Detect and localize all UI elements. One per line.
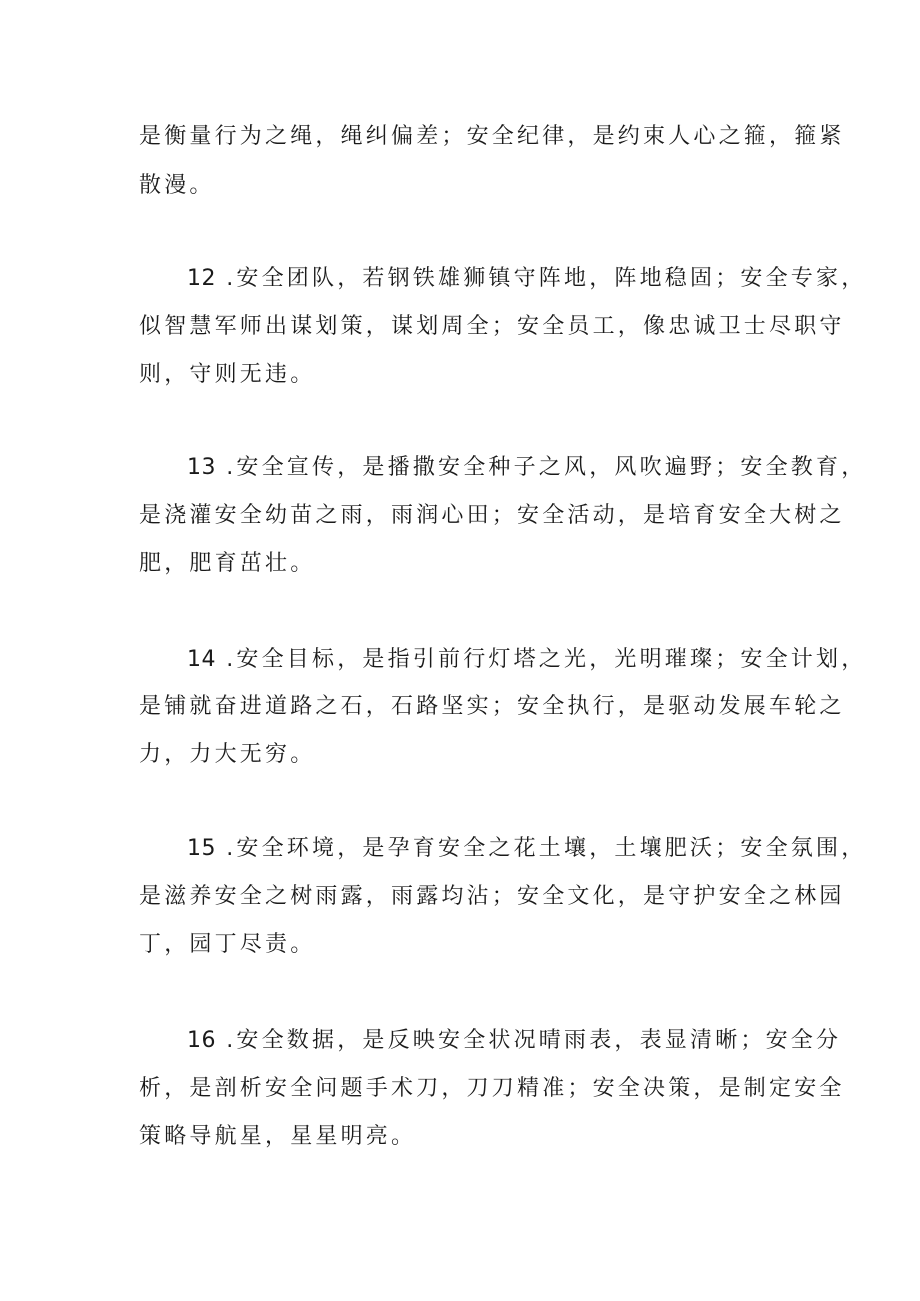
text-line xyxy=(187,645,866,675)
item-number: 14 xyxy=(187,647,216,672)
text-line: 析，是剖析安全问题手术刀，刀刀精准；安全决策，是制定安全 xyxy=(139,1076,845,1101)
text-line: 策略导航星，星星明亮。 xyxy=(139,1124,417,1149)
text-line: 散漫。 xyxy=(139,173,215,198)
text-line: 则，守则无违。 xyxy=(139,362,316,387)
text-line xyxy=(187,264,866,294)
item-text: .安全目标，是指引前行灯塔之光，光明璀璨；安全计划， xyxy=(226,647,867,672)
text-line: 是铺就奋进道路之石，石路坚实；安全执行，是驱动发展车轮之 xyxy=(139,694,845,719)
text-line xyxy=(187,1026,841,1056)
text-line: 力，力大无穷。 xyxy=(139,742,316,767)
text-line: 似智慧军师出谋划策，谋划周全；安全员工，像忠诚卫士尽职守 xyxy=(139,314,845,339)
text-line xyxy=(187,453,866,483)
text-line: 肥，肥育茁壮。 xyxy=(139,551,316,576)
text-line xyxy=(187,834,866,864)
item-text: .安全环境，是孕育安全之花土壤，土壤肥沃；安全氛围， xyxy=(226,836,867,861)
item-number: 16 xyxy=(187,1028,216,1053)
text-line: 丁，园丁尽责。 xyxy=(139,932,316,957)
item-number: 15 xyxy=(187,836,216,861)
item-text: .安全数据，是反映安全状况晴雨表，表显清晰；安全分 xyxy=(226,1028,842,1053)
item-number: 12 xyxy=(187,266,216,291)
text-line: 是浇灌安全幼苗之雨，雨润心田；安全活动，是培育安全大树之 xyxy=(139,503,845,528)
text-line: 是衡量行为之绳，绳纠偏差；安全纪律，是约束人心之箍，箍紧 xyxy=(139,124,845,149)
item-text: .安全团队，若钢铁雄狮镇守阵地，阵地稳固；安全专家， xyxy=(226,266,867,291)
item-number: 13 xyxy=(187,455,216,480)
item-text: .安全宣传，是播撒安全种子之风，风吹遍野；安全教育， xyxy=(226,455,867,480)
text-line: 是滋养安全之树雨露，雨露均沾；安全文化，是守护安全之林园 xyxy=(139,884,845,909)
